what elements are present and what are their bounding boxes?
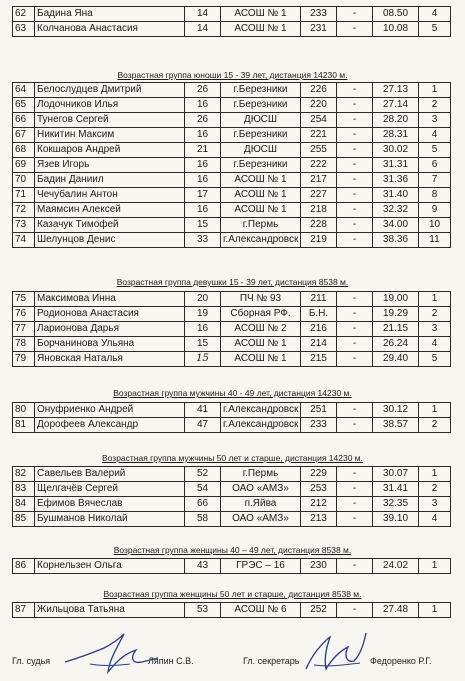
participant-name: Тунегов Сергей [35,113,185,128]
team-cell: г.Березники [221,98,301,113]
birth-year-cell: 41 [185,403,221,418]
table-row [13,322,451,337]
results-table [12,291,451,367]
bib-number-cell: 218 [301,203,337,218]
birth-year-cell: 66 [185,497,221,512]
group-title [0,277,465,287]
participant-name: Шелунцов Денис [35,233,185,248]
participant-name: Савельев Валерий [35,467,185,482]
bib-number-cell: 219 [301,233,337,248]
team-cell: г.Березники [221,158,301,173]
team-cell: ДЮСШ [221,113,301,128]
place-cell: 1 [419,403,451,418]
separator-cell: - [337,512,373,527]
table-row [13,559,451,574]
bib-number-cell: 211 [301,292,337,307]
birth-year-cell: 15 [185,337,221,352]
place-cell: 3 [419,113,451,128]
team-cell: ГРЭС – 16 [221,559,301,574]
bib-number-cell: 253 [301,482,337,497]
row-number: 68 [13,143,35,158]
time-cell: 32.35 [373,497,419,512]
row-number: 65 [13,98,35,113]
time-cell: 31.31 [373,158,419,173]
bib-number-cell: 212 [301,497,337,512]
separator-cell: - [337,188,373,203]
bib-number-cell: 228 [301,218,337,233]
row-number: 82 [13,467,35,482]
participant-name: Лодочников Илья [35,98,185,113]
group-title-text: Возрастная группа мужчины 50 лет и старше, дистанция 14230 м. [102,453,363,463]
group-title-text: Возрастная группа девушки 15 - 39 лет, дистанция 8538 м. [116,277,349,287]
separator-cell: - [337,203,373,218]
place-cell: 1 [419,83,451,98]
team-cell: г.Александровск [221,403,301,418]
row-number: 71 [13,188,35,203]
team-cell: Сборная РФ. [221,307,301,322]
team-cell: АСОШ № 1 [221,22,301,37]
bib-number-cell: 216 [301,322,337,337]
participant-name: Язев Игорь [35,158,185,173]
group-title [0,453,465,463]
time-cell: 28.20 [373,113,419,128]
team-cell: ДЮСШ [221,143,301,158]
bib-number-cell: 233 [301,7,337,22]
time-cell: 38.57 [373,418,419,433]
table-row [13,352,451,367]
separator-cell: - [337,352,373,367]
birth-year-cell: 47 [185,418,221,433]
bib-number-cell: 214 [301,337,337,352]
table-row [13,292,451,307]
birth-year-cell: 16 [185,322,221,337]
row-number: 76 [13,307,35,322]
table-row [13,113,451,128]
birth-year-cell: 16 [185,173,221,188]
participant-name: Казачук Тимофей [35,218,185,233]
birth-year-cell: 20 [185,292,221,307]
bib-number-cell: 230 [301,559,337,574]
table-row [13,307,451,322]
separator-cell: - [337,603,373,618]
separator-cell: - [337,98,373,113]
team-cell: АСОШ № 2 [221,322,301,337]
place-cell: 7 [419,173,451,188]
time-cell: 27.48 [373,603,419,618]
time-cell: 26.24 [373,337,419,352]
row-number: 77 [13,322,35,337]
table-row [13,22,451,37]
birth-year-cell: 16 [185,98,221,113]
separator-cell: - [337,482,373,497]
table-row [13,418,451,433]
place-cell: 3 [419,497,451,512]
table-row [13,83,451,98]
time-cell: 30.12 [373,403,419,418]
birth-year-cell: 43 [185,559,221,574]
bib-number-cell: 229 [301,467,337,482]
place-cell: 2 [419,482,451,497]
time-cell: 30.07 [373,467,419,482]
bib-number-cell: 255 [301,143,337,158]
participant-name: Дорофеев Александр [35,418,185,433]
participant-name: Корнельзен Ольга [35,559,185,574]
time-cell: 31.36 [373,173,419,188]
team-cell: АСОШ № 1 [221,352,301,367]
place-cell: 9 [419,203,451,218]
team-cell: ОАО «АМЗ» [221,482,301,497]
bib-number-cell: 233 [301,418,337,433]
judge-name: Ляпин С.В. [148,656,194,666]
participant-name: Максимова Инна [35,292,185,307]
table-row [13,98,451,113]
table-row [13,173,451,188]
place-cell: 1 [419,559,451,574]
table-row [13,143,451,158]
table-row [13,128,451,143]
participant-name: Маямсин Алексей [35,203,185,218]
group-title [0,388,465,398]
time-cell: 27.13 [373,83,419,98]
bib-number-cell: 213 [301,512,337,527]
separator-cell: - [337,307,373,322]
separator-cell: - [337,233,373,248]
row-number: 79 [13,352,35,367]
team-cell: ОАО «АМЗ» [221,512,301,527]
separator-cell: - [337,218,373,233]
participant-name: Борчанинова Ульяна [35,337,185,352]
row-number: 75 [13,292,35,307]
bib-number-cell: 252 [301,603,337,618]
birth-year-cell: 16 [185,203,221,218]
separator-cell: - [337,22,373,37]
place-cell: 6 [419,158,451,173]
table-row [13,603,451,618]
place-cell: 5 [419,143,451,158]
row-number: 66 [13,113,35,128]
separator-cell: - [337,113,373,128]
time-cell: 21.15 [373,322,419,337]
place-cell: 4 [419,337,451,352]
separator-cell: - [337,497,373,512]
judge-signature [60,628,160,678]
time-cell: 28.31 [373,128,419,143]
bib-number-cell: 226 [301,83,337,98]
bib-number-cell: 221 [301,128,337,143]
separator-cell: - [337,292,373,307]
participant-name: Белослудцев Дмитрий [35,83,185,98]
team-cell: АСОШ № 6 [221,603,301,618]
table-row [13,188,451,203]
place-cell: 10 [419,218,451,233]
bib-number-cell: 251 [301,403,337,418]
team-cell: г.Березники [221,83,301,98]
participant-name: Бушманов Николай [35,512,185,527]
group-title [0,70,465,80]
birth-year-cell: 15 [185,218,221,233]
birth-year-cell: 19 [185,307,221,322]
birth-year-cell: 52 [185,467,221,482]
team-cell: ПЧ № 93 [221,292,301,307]
separator-cell: - [337,7,373,22]
place-cell: 4 [419,128,451,143]
birth-year-cell: 33 [185,233,221,248]
team-cell: г.Березники [221,128,301,143]
row-number: 86 [13,559,35,574]
table-row [13,7,451,22]
birth-year-cell: 16 [185,128,221,143]
group-title-text: Возрастная группа юноши 15 - 39 лет, дистанция 14230 м. [117,70,348,80]
time-cell: 31.40 [373,188,419,203]
participant-name: Бадин Даниил [35,173,185,188]
bib-number-cell: 231 [301,22,337,37]
place-cell: 3 [419,322,451,337]
table-row [13,203,451,218]
team-cell: АСОШ № 1 [221,203,301,218]
bib-number-cell: 217 [301,173,337,188]
time-cell: 39.10 [373,512,419,527]
place-cell: 8 [419,188,451,203]
team-cell: АСОШ № 1 [221,188,301,203]
row-number: 72 [13,203,35,218]
row-number: 84 [13,497,35,512]
bib-number-cell: 220 [301,98,337,113]
place-cell: 1 [419,467,451,482]
secretary-signature [300,625,370,677]
separator-cell: - [337,173,373,188]
time-cell: 24.02 [373,559,419,574]
team-cell: г.Пермь [221,467,301,482]
table-row [13,218,451,233]
birth-year-cell: 26 [185,83,221,98]
participant-name: Родионова Анастасия [35,307,185,322]
place-cell: 5 [419,352,451,367]
results-table [12,558,451,574]
place-cell: 11 [419,233,451,248]
group-title-text: Возрастная группа женщины 40 – 49 лет, дистанция 8538 м. [113,545,352,555]
row-number: 70 [13,173,35,188]
separator-cell: - [337,418,373,433]
team-cell: г.Александровск [221,418,301,433]
table-row [13,497,451,512]
team-cell: г.Александровск [221,233,301,248]
table-row [13,158,451,173]
birth-year-cell: 17 [185,188,221,203]
participant-name: Ефимов Вячеслав [35,497,185,512]
table-row [13,467,451,482]
results-table [12,602,451,618]
row-number: 81 [13,418,35,433]
birth-year-cell: 16 [185,158,221,173]
bib-number-cell: 254 [301,113,337,128]
row-number: 87 [13,603,35,618]
team-cell: г.Пермь [221,218,301,233]
birth-year-cell: 21 [185,143,221,158]
team-cell: АСОШ № 1 [221,337,301,352]
table-row [13,403,451,418]
bib-number-cell: Б.Н. [301,307,337,322]
row-number: 64 [13,83,35,98]
separator-cell: - [337,403,373,418]
team-cell: АСОШ № 1 [221,173,301,188]
place-cell: 4 [419,512,451,527]
birth-year-cell: 26 [185,113,221,128]
results-table [12,402,451,433]
place-cell: 5 [419,22,451,37]
participant-name: Яновская Наталья [35,352,185,367]
row-number: 83 [13,482,35,497]
table-row [13,337,451,352]
group-title-text: Возрастная группа мужчины 40 - 49 лет, дистанция 14230 м. [113,388,352,398]
separator-cell: - [337,143,373,158]
table-row [13,512,451,527]
birth-year-cell: 58 [185,512,221,527]
team-cell: АСОШ № 1 [221,7,301,22]
separator-cell: - [337,158,373,173]
participant-name: Колчанова Анастасия [35,22,185,37]
time-cell: 31.41 [373,482,419,497]
time-cell: 34.00 [373,218,419,233]
time-cell: 29.40 [373,352,419,367]
place-cell: 1 [419,603,451,618]
row-number: 78 [13,337,35,352]
participant-name: Чечубалин Антон [35,188,185,203]
bib-number-cell: 215 [301,352,337,367]
secretary-label: Гл. секретарь [243,656,300,666]
participant-name: Никитин Максим [35,128,185,143]
group-title [0,589,465,599]
secretary-name: Федоренко Р.Г. [370,656,432,666]
separator-cell: - [337,83,373,98]
row-number: 73 [13,218,35,233]
row-number: 85 [13,512,35,527]
participant-name: Щелгачёв Сергей [35,482,185,497]
place-cell: 2 [419,98,451,113]
time-cell: 27.14 [373,98,419,113]
participant-name: Кокшаров Андрей [35,143,185,158]
results-table [12,82,451,248]
row-number: 63 [13,22,35,37]
participant-name: Жильцова Татьяна [35,603,185,618]
group-title-text: Возрастная группа женщины 50 лет и старше, дистанция 8538 м. [103,589,362,599]
time-cell: 10.08 [373,22,419,37]
separator-cell: - [337,128,373,143]
team-cell: п.Яйва [221,497,301,512]
judge-label: Гл. судья [12,656,51,666]
participant-name: Онуфриенко Андрей [35,403,185,418]
birth-year-cell: 14 [185,22,221,37]
birth-year-cell: 14 [185,7,221,22]
table-row [13,233,451,248]
row-number: 67 [13,128,35,143]
separator-cell: - [337,337,373,352]
bib-number-cell: 222 [301,158,337,173]
place-cell: 2 [419,418,451,433]
time-cell: 32.32 [373,203,419,218]
time-cell: 08.50 [373,7,419,22]
time-cell: 19.29 [373,307,419,322]
separator-cell: - [337,467,373,482]
participant-name: Ларионова Дарья [35,322,185,337]
time-cell: 38.36 [373,233,419,248]
group-title [0,545,465,555]
bib-number-cell: 227 [301,188,337,203]
separator-cell: - [337,322,373,337]
results-table [12,466,451,527]
results-table [12,6,451,37]
row-number: 74 [13,233,35,248]
place-cell: 4 [419,7,451,22]
row-number: 69 [13,158,35,173]
birth-year-cell: 15 [185,352,221,367]
place-cell: 1 [419,292,451,307]
separator-cell: - [337,559,373,574]
time-cell: 30.02 [373,143,419,158]
time-cell: 19.00 [373,292,419,307]
row-number: 80 [13,403,35,418]
row-number: 62 [13,7,35,22]
participant-name: Бадина Яна [35,7,185,22]
table-row [13,482,451,497]
birth-year-cell: 54 [185,482,221,497]
place-cell: 2 [419,307,451,322]
birth-year-cell: 53 [185,603,221,618]
